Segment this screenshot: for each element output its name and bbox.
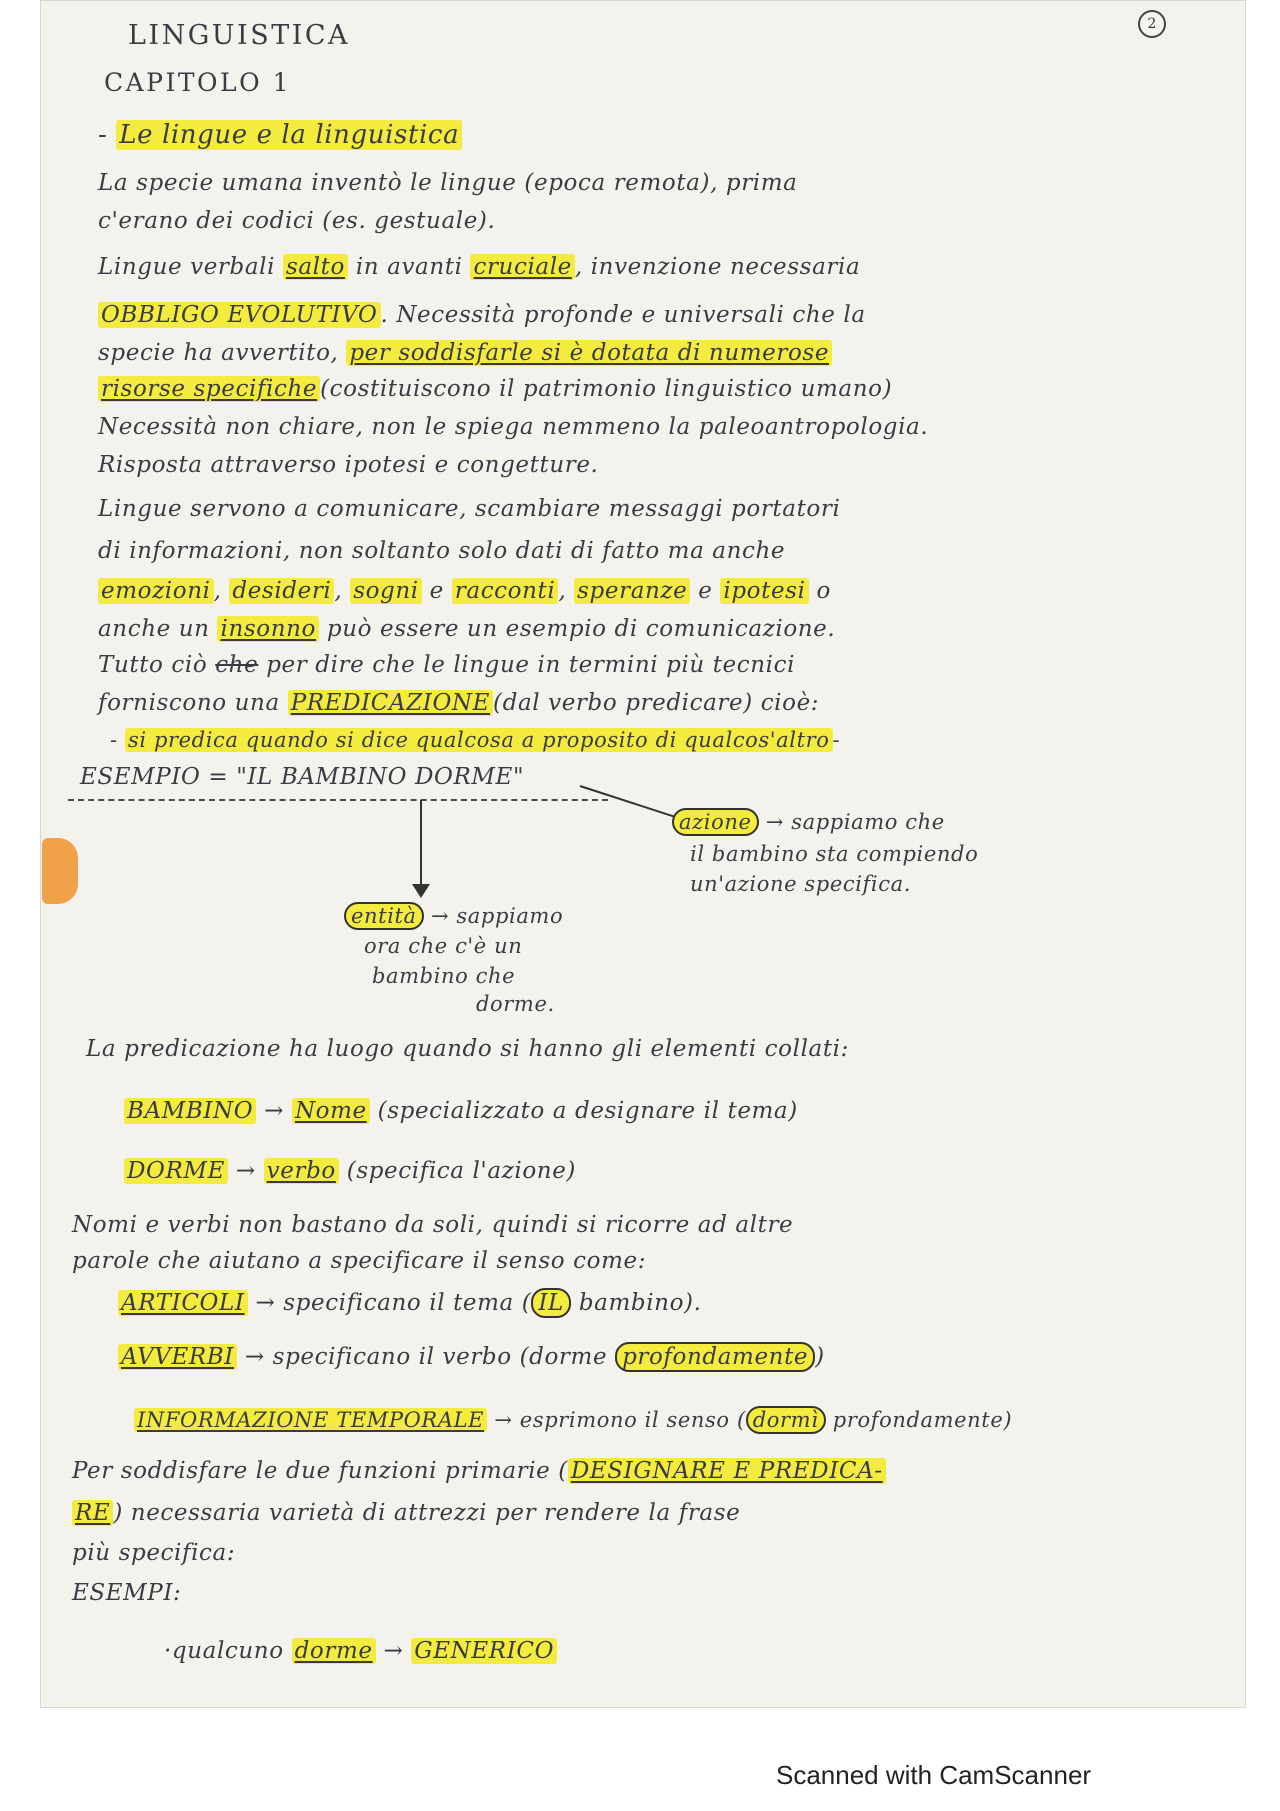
text-line: OBBLIGO EVOLUTIVO . Necessità profonde e universali che la bbox=[98, 302, 866, 328]
text-line: BAMBINO → Nome (specializzato a designare il tema) bbox=[124, 1098, 798, 1124]
arrow-down-icon bbox=[412, 884, 430, 898]
diagram-label: il bambino sta compiendo bbox=[690, 842, 979, 866]
text-line: parole che aiutano a specificare il senso come: bbox=[72, 1248, 647, 1274]
text-line: RE ) necessaria varietà di attrezzi per rendere la frase bbox=[72, 1500, 740, 1526]
text-line: Tutto ciò che per dire che le lingue in termini più tecnici bbox=[98, 652, 796, 678]
text-line: c'erano dei codici (es. gestuale). bbox=[98, 208, 496, 234]
diagram-label: bambino che bbox=[372, 964, 516, 988]
orange-page-tab bbox=[42, 838, 78, 904]
text-line: ·qualcuno dorme → GENERICO bbox=[164, 1638, 557, 1664]
text-line: - si predica quando si dice qualcosa a proposito di qualcos'altro - bbox=[110, 728, 841, 752]
text-line: Per soddisfare le due funzioni primarie ( DESIGNARE E PREDICA- bbox=[72, 1458, 886, 1484]
text-line: La specie umana inventò le lingue (epoca remota), prima bbox=[98, 170, 798, 196]
text-line: specie ha avvertito, per soddisfarle si è dotata di numerose bbox=[98, 340, 832, 366]
section-heading: - Le lingue e la linguistica bbox=[98, 120, 462, 150]
text-line: DORME → verbo (specifica l'azione) bbox=[124, 1158, 576, 1184]
diagram-label: dorme. bbox=[476, 992, 555, 1016]
text-line: Necessità non chiare, non le spiega nemmeno la paleoantropologia. bbox=[98, 414, 929, 440]
text-line: INFORMAZIONE TEMPORALE → esprimono il senso ( dormì profondamente) bbox=[134, 1408, 1012, 1432]
subject-title: LINGUISTICA bbox=[128, 20, 351, 51]
text-line: AVVERBI → specificano il verbo (dorme profondamente ) bbox=[118, 1344, 825, 1370]
text-line: risorse specifiche (costituiscono il patrimonio linguistico umano) bbox=[98, 376, 892, 402]
diagram-label: azione → sappiamo che bbox=[672, 810, 945, 834]
example-sentence: ESEMPIO = "IL BAMBINO DORME" bbox=[80, 764, 525, 790]
diagram-label: ora che c'è un bbox=[364, 934, 523, 958]
divider-line bbox=[68, 799, 608, 801]
text-line: Risposta attraverso ipotesi e congetture. bbox=[98, 452, 599, 478]
text-line: anche un insonno può essere un esempio di comunicazione. bbox=[98, 616, 836, 642]
text-line: La predicazione ha luogo quando si hanno gli elementi collati: bbox=[86, 1036, 849, 1062]
text-line: più specifica: bbox=[72, 1540, 236, 1566]
text-line: emozioni , desideri , sogni e racconti , speranze e ipotesi o bbox=[98, 578, 831, 604]
text-line: ARTICOLI → specificano il tema ( IL bambino). bbox=[118, 1290, 702, 1316]
diagram-label: entità → sappiamo bbox=[344, 904, 563, 928]
text-line: ESEMPI: bbox=[72, 1580, 182, 1606]
text-line: di informazioni, non soltanto solo dati di fatto ma anche bbox=[98, 538, 786, 564]
text-line: forniscono una PREDICAZIONE (dal verbo predicare) cioè: bbox=[98, 690, 820, 716]
text-line: Lingue servono a comunicare, scambiare messaggi portatori bbox=[98, 496, 841, 522]
page-number: 2 bbox=[1138, 10, 1166, 38]
diagram-arrow bbox=[420, 800, 422, 890]
diagram-label: un'azione specifica. bbox=[690, 872, 911, 896]
scanner-watermark: Scanned with CamScanner bbox=[776, 1760, 1092, 1790]
chapter-title: CAPITOLO 1 bbox=[104, 68, 291, 97]
text-line: Lingue verbali salto in avanti cruciale , invenzione necessaria bbox=[98, 254, 861, 280]
text-line: Nomi e verbi non bastano da soli, quindi si ricorre ad altre bbox=[72, 1212, 794, 1238]
